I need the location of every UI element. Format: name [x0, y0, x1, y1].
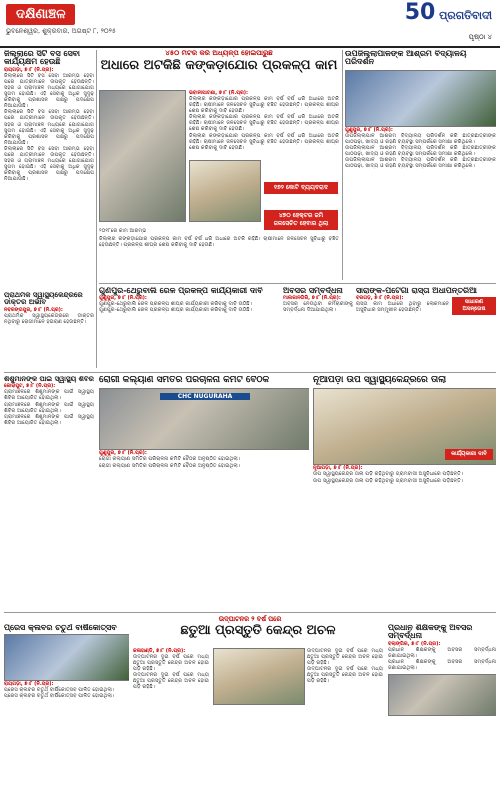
lead-body: ଜିଲ୍ଲାର କଙ୍କଡ଼ାଯୋର ପ୍ରକଳ୍ପ କାମ ବର୍ଷ ବର୍ଷ ଧରି ଅଧାରେ ଅଟକି ରହିଛି। ଚାଷୀମାନେ ଜଳସେଚନ ସୁବିଧାରୁ ବଞ୍ଚିତ ହେଉଛନ୍ତି। ପ୍ରକଳ୍ପ ଶୀଘ୍ର ଶେଷ କରିବାକୁ ଦାବି ହେଉଛି। [189, 96, 339, 115]
byline: ଗୁଣୁପୁର, ୭।୮ (ନି.ପ୍ର): [99, 450, 147, 457]
story-bottom-center [133, 624, 383, 784]
story-body-cont: ଜିଲ୍ଲାରେ ସିଟି ବସ ସେବା ଆରମ୍ଭ ହେବା ପରେ ଯାତ୍ରୀମାନେ ଉପକୃତ ହେଉଛନ୍ତି। ସହର ଓ ଗ୍ରାମାଞ୍ଚଳ ମଧ୍ୟରେ ଯୋଗାଯୋଗ ସୁଗମ ହୋଇଛି। ଏହି ସେବାକୁ ଅଧିକ ସୁଦୃଢ଼ କରିବାକୁ ପ୍ରଶାସନ ପକ୍ଷରୁ ପଦକ୍ଷେପ ନିଆଯାଉଛି। [4, 109, 94, 146]
headline: ଜିଲ୍ଲାରେ ସିଟି ବସ ସେବା କାର୍ଯ୍ୟକ୍ଷମ ହେଉଛି [4, 50, 80, 67]
lead-byline: ଭବାନୀପାଟଣା, ୭।୮ (ନି.ପ୍ର): [189, 90, 249, 96]
health-centre-photo [313, 388, 496, 465]
lead-body-cont: ଜିଲ୍ଲାର କଙ୍କଡ଼ାଯୋର ପ୍ରକଳ୍ପ କାମ ବର୍ଷ ବର୍ଷ ଧରି ଅଧାରେ ଅଟକି ରହିଛି। ଚାଷୀମାନେ ଜଳସେଚନ ସୁବିଧାରୁ ବଞ୍ଚିତ ହେଉଛନ୍ତି। ପ୍ରକଳ୍ପ ଶୀଘ୍ର ଶେଷ କରିବାକୁ ଦାବି ହେଉଛି। [189, 132, 339, 151]
headline: ଗୁଣପୁର-ଥେରୁବାଲି ରେଳ ପ୍ରକଳ୍ପ କାର୍ଯ୍ୟକାରୀ ଦାବି [99, 287, 263, 295]
masthead-rule [0, 46, 500, 48]
story-photo [345, 70, 496, 127]
story-photo [4, 634, 129, 681]
headline: ଶିଶୁମାନଙ୍କ ପାଇଁ ସ୍ୱାସ୍ଥ୍ୟ ଶିବିର [4, 376, 94, 383]
story-body-cont: ପ୍ରଧାନ ଶିକ୍ଷକଙ୍କୁ ଅବସର ସମ୍ବର୍ଦ୍ଧନା ଜଣାଯାଇଥିଲା। [388, 658, 496, 672]
headline: ରୋଗୀ କଲ୍ୟାଣ ସମିତିର ପରିଚାଳନା କମିଟି ବୈଠକ [99, 376, 270, 385]
story-bottom-left [4, 624, 129, 784]
byline: ବରଗଡ଼, ୭।୮ (ନି.ପ୍ର): [356, 295, 404, 302]
newspaper-logo [405, 2, 492, 24]
story-body-cont: ଗୁଣପୁର-ଥେରୁବାଲି ରେଳ ପ୍ରକଳ୍ପ ଶୀଘ୍ର କାର୍ଯ୍ୟକାରୀ କରିବାକୁ ଦାବି ଉଠିଛି। [99, 307, 252, 314]
story-right-1 [345, 50, 496, 280]
headline: ପ୍ରେସ କ୍ଲବର ଚତୁର୍ଥ ବାର୍ଷିକୋତ୍ସବ [4, 624, 117, 632]
lead-body-cont: ଜିଲ୍ଲାର କଙ୍କଡ଼ାଯୋର ପ୍ରକଳ୍ପ କାମ ବର୍ଷ ବର୍ଷ ଧରି ଅଧାରେ ଅଟକି ରହିଛି। ଚାଷୀମାନେ ଜଳସେଚନ ସୁବିଧାରୁ ବଞ୍ଚିତ ହେଉଛନ୍ତି। ପ୍ରକଳ୍ପ ଶୀଘ୍ର ଶେଷ କରିବାକୁ ଦାବି ହେଉଛି। [189, 114, 339, 133]
masthead [0, 0, 500, 46]
headline: ପ୍ରଧାନ ଶିକ୍ଷକଙ୍କୁ ଅବସର ସମ୍ବର୍ଦ୍ଧନା [388, 624, 473, 641]
byline: ନବରଙ୍ଗପୁର, ୭।୮ (ନି.ପ୍ର): [4, 306, 63, 313]
story-body-cont: ଉଦ୍‌ଘାଟନର ଦୁଇ ବର୍ଷ ପରେ ମଧ୍ୟ ଛତୁଆ ପ୍ରସ୍ତୁତି କେନ୍ଦ୍ର ଅଚଳ ହୋଇ ପଡ଼ି ରହିଛି। [307, 666, 383, 685]
story-center-2 [313, 376, 496, 606]
story-center-1 [99, 376, 309, 606]
column-divider [96, 50, 97, 368]
byline: ଗୁଣୁପୁର, ୭।୮ (ନି.ପ୍ର): [99, 295, 147, 302]
byline: ଗୁଣୁପୁର, ୭।୮ (ନି.ପ୍ର): [345, 126, 393, 133]
byline: ନୂଆପଡ଼ା, ୭।୮ (ନି.ପ୍ର): [313, 465, 363, 472]
story-body: ପ୍ରେସ କ୍ଲବର ଚତୁର୍ଥ ବାର୍ଷିକୋତ୍ସବ ପାଳିତ ହୋଇଥିଲା। [4, 687, 115, 694]
story-bottom-right [388, 624, 496, 784]
bottom-kicker: ଉଦ୍‌ଘାଟନର ୨ ବର୍ଷ ପରେ [218, 615, 282, 623]
headline: ଉପଜିଲ୍ଲାପାଳଙ୍କ ଆଶ୍ରମ ବିଦ୍ୟାଳୟ ପରିଦର୍ଶନ [345, 50, 467, 67]
lead-headline: ଅଧାରେ ଅଟକିଛି କଙ୍କଡ଼ାଯୋର ପ୍ରକଳ୍ପ କାମ [100, 58, 338, 74]
story-body-cont: ଜିଲ୍ଲାରେ ସିଟି ବସ ସେବା ଆରମ୍ଭ ହେବା ପରେ ଯାତ୍ରୀମାନେ ଉପକୃତ ହେଉଛନ୍ତି। ସହର ଓ ଗ୍ରାମାଞ୍ଚଳ ମଧ୍ୟରେ ଯୋଗାଯୋଗ ସୁଗମ ହୋଇଛି। ଏହି ସେବାକୁ ଅଧିକ ସୁଦୃଢ଼ କରିବାକୁ ପ୍ରଶାସନ ପକ୍ଷରୁ ପଦକ୍ଷେପ ନିଆଯାଉଛି। [4, 145, 94, 183]
story-body-cont: ଉପ ସ୍ୱାସ୍ଥ୍ୟକେନ୍ଦ୍ର ତାଲା ପଡ଼ି ରହିଥିବାରୁ ଗ୍ରାମବାସୀ ଅସୁବିଧାରେ ପଡ଼ିଛନ୍ତି। [313, 477, 464, 484]
row-divider [4, 372, 496, 373]
headline: ସାରାଙ୍କ-ପଟେଗା ରାସ୍ତା ଅଧାପନ୍ତରିଆ [356, 287, 477, 295]
lead-photo [99, 90, 186, 222]
row-divider [4, 612, 496, 613]
story-body: ଉଦ୍‌ଘାଟନର ଦୁଇ ବର୍ଷ ପରେ ମଧ୍ୟ ଛତୁଆ ପ୍ରସ୍ତୁତି କେନ୍ଦ୍ର ଅଚଳ ହୋଇ ପଡ଼ି ରହିଛି। [133, 654, 209, 673]
tag-box: କାର୍ଯ୍ୟକାରୀ ଦାବି [445, 449, 493, 460]
story-body: ଗୁଣପୁର-ଥେରୁବାଲି ରେଳ ପ୍ରକଳ୍ପ ଶୀଘ୍ର କାର୍ଯ୍ୟକାରୀ କରିବାକୁ ଦାବି ଉଠିଛି। [99, 301, 252, 308]
story-body: ଉପଜିଲ୍ଲାପାଳ ଆଶ୍ରମ ବିଦ୍ୟାଳୟ ପରିଦର୍ଶନ କରି ଛାତ୍ରଛାତ୍ରୀଙ୍କ ପାଠପଢ଼ା, ଖାଦ୍ୟ ଓ ରହଣି ବ୍ୟବସ୍ଥା ସମ୍ପର୍କରେ ସମୀକ୍ଷା କରିଥିଲେ। [345, 132, 496, 145]
tag-box: ସାଧାରଣ ଅସନ୍ତୋଷ [452, 297, 496, 315]
headline: ନୂଆପଡ଼ା ଉପ ସ୍ୱାସ୍ଥ୍ୟକେନ୍ଦ୍ରରେ ତାଲା [313, 376, 447, 385]
story-body: ରୋଗୀ କଲ୍ୟାଣ ସମିତିର ପରିଚାଳନା କମିଟି ବୈଠକ ଅନୁଷ୍ଠିତ ହୋଇଥିଲା। [99, 456, 241, 463]
column-divider [342, 50, 343, 280]
story-body: ଜିଲ୍ଲାରେ ସିଟି ବସ ସେବା ଆରମ୍ଭ ହେବା ପରେ ଯାତ୍ରୀମାନେ ଉପକୃତ ହେଉଛନ୍ତି। ସହର ଓ ଗ୍ରାମାଞ୍ଚଳ ମଧ୍ୟରେ ଯୋଗାଯୋଗ ସୁଗମ ହୋଇଛି। ଏହି ସେବାକୁ ଅଧିକ ସୁଦୃଢ଼ କରିବାକୁ ପ୍ରଶାସନ ପକ୍ଷରୁ ପଦକ୍ଷେପ ନିଆଯାଉଛି। [4, 72, 94, 110]
lead-fact-start: ୨୦୧୮ରେ କାମ ଆରମ୍ଭ [99, 228, 147, 234]
story-mid-1 [99, 287, 279, 369]
story-body: ରାସ୍ତା କାମ ଅଧାରେ ଥିବାରୁ ଲୋକମାନେ ଅସୁବିଧାର ସମ୍ମୁଖୀନ ହେଉଛନ୍ତି। [356, 301, 449, 314]
headline: ଛତୁଆ ପ୍ରସ୍ତୁତି କେନ୍ଦ୍ର ଅଚଳ [180, 624, 336, 638]
fact-box-budget: ୧୭୨ କୋଟି ବ୍ୟୟବରାଦ [264, 182, 338, 194]
lead-kicker: ୪୫୦ ମିଟର କରି ଅଧ୍ୟଳ୍ପ ହୋଇପାରୁଛି [165, 50, 273, 57]
lead-body-bottom: ଜିଲ୍ଲାର କଙ୍କଡ଼ାଯୋର ପ୍ରକଳ୍ପ କାମ ବର୍ଷ ବର୍ଷ ଧରି ଅଧାରେ ଅଟକି ରହିଛି। ଚାଷୀମାନେ ଜଳସେଚନ ସୁବିଧାରୁ ବଞ୍ଚିତ ହେଉଛନ୍ତି। ପ୍ରକଳ୍ପ ଶୀଘ୍ର ଶେଷ କରିବାକୁ ଦାବି ହେଉଛି। [99, 236, 339, 249]
fact-box-land: ୪୭୦ ହେକ୍ଟର ଜମି ଜଳସେଚିତ ହେବାର ଥିଲା [264, 210, 338, 230]
story-body: ପ୍ରଧାନ ଶିକ୍ଷକଙ୍କୁ ଅବସର ସମ୍ବର୍ଦ୍ଧନା ଜଣାଯାଇଥିଲା। [388, 646, 496, 659]
headline: ଅବସର ସମ୍ବର୍ଦ୍ଧନା [283, 287, 343, 295]
logo-number: 50 [404, 0, 436, 25]
story-left-2 [4, 292, 94, 372]
page-number: ପୃଷ୍ଠା ୪ [468, 33, 492, 41]
story-body-cont: ଉଦ୍‌ଘାଟନର ଦୁଇ ବର୍ଷ ପରେ ମଧ୍ୟ ଛତୁଆ ପ୍ରସ୍ତୁତି କେନ୍ଦ୍ର ଅଚଳ ହୋଇ ପଡ଼ି ରହିଛି। [307, 648, 383, 667]
section-title: ଦକ୍ଷିଣାଞ୍ଚଳ [6, 4, 75, 25]
byline: କଳାହାଣ୍ଡି, ୭।୮ (ନି.ପ୍ର): [133, 648, 186, 654]
lead-story [99, 50, 339, 285]
meeting-photo [99, 388, 309, 450]
story-body-cont: ଉପଜିଲ୍ଲାପାଳ ଆଶ୍ରମ ବିଦ୍ୟାଳୟ ପରିଦର୍ଶନ କରି ଛାତ୍ରଛାତ୍ରୀଙ୍କ ପାଠପଢ଼ା, ଖାଦ୍ୟ ଓ ରହଣି ବ୍ୟବସ୍ଥା ସମ୍ପର୍କରେ ସମୀକ୍ଷା କରିଥିଲେ। [345, 144, 496, 158]
byline: ବଲାଙ୍ଗିର, ୭।୮ (ନି.ପ୍ର): [388, 640, 441, 647]
story-body: ଅବସର ନେଉଥିବା କର୍ମଚାରୀଙ୍କୁ ସମ୍ବର୍ଦ୍ଧନା ଦିଆଯାଇଥିଲା। [283, 301, 353, 314]
story-left-1 [4, 50, 94, 290]
story-body-cont: ଗ୍ରାମାଞ୍ଚଳରେ ଶିଶୁମାନଙ୍କ ପାଇଁ ସ୍ୱାସ୍ଥ୍ୟ ଶିବିର ଆୟୋଜିତ ହୋଇଥିଲା। [4, 413, 94, 426]
date-line: ଭୁବନେଶ୍ୱର, ଶୁକ୍ରବାର, ଅଗଷ୍ଟ ୮, ୨୦୨୫ [6, 27, 116, 35]
logo-name: ପ୍ରଗତିବାଦୀ [439, 9, 492, 22]
story-body: ଉପ ସ୍ୱାସ୍ଥ୍ୟକେନ୍ଦ୍ର ତାଲା ପଡ଼ି ରହିଥିବାରୁ ଗ୍ରାମବାସୀ ଅସୁବିଧାରେ ପଡ଼ିଛନ୍ତି। [313, 471, 464, 478]
story-body: ଗ୍ରାମାଞ୍ଚଳରେ ଶିଶୁମାନଙ୍କ ପାଇଁ ସ୍ୱାସ୍ଥ୍ୟ ଶିବିର ଆୟୋଜିତ ହୋଇଥିଲା। [4, 389, 94, 402]
lead-photo-2 [189, 160, 261, 222]
story-photo [213, 648, 305, 705]
row-divider [99, 283, 496, 284]
story-body: ପ୍ରାଥମିକ ସ୍ୱାସ୍ଥ୍ୟକେନ୍ଦ୍ରରେ ଡାକ୍ତର ନଥିବାରୁ ରୋଗୀମାନେ ହଇରାଣ ହେଉଛନ୍ତି। [4, 312, 94, 325]
photo-banner: CHC NUGURAHA [160, 393, 250, 400]
headline: ପ୍ରାଥମିକ ସ୍ୱାସ୍ଥ୍ୟକେନ୍ଦ୍ରରେ ଡାକ୍ତର ଅଭାବ [4, 292, 83, 307]
story-body-cont: ଉପଜିଲ୍ଲାପାଳ ଆଶ୍ରମ ବିଦ୍ୟାଳୟ ପରିଦର୍ଶନ କରି ଛାତ୍ରଛାତ୍ରୀଙ୍କ ପାଠପଢ଼ା, ଖାଦ୍ୟ ଓ ରହଣି ବ୍ୟବସ୍ଥା ସମ୍ପର୍କରେ ସମୀକ୍ଷା କରିଥିଲେ। [345, 157, 496, 170]
story-left-3 [4, 376, 94, 606]
byline: କୋରାପୁଟ, ୭।୮ (ନି.ପ୍ର): [4, 383, 56, 390]
story-photo [388, 674, 496, 716]
story-body-cont: ଗ୍ରାମାଞ୍ଚଳରେ ଶିଶୁମାନଙ୍କ ପାଇଁ ସ୍ୱାସ୍ଥ୍ୟ ଶିବିର ଆୟୋଜିତ ହୋଇଥିଲା। [4, 401, 94, 414]
story-mid-2 [283, 287, 353, 369]
story-body-cont: ପ୍ରେସ କ୍ଲବର ଚତୁର୍ଥ ବାର୍ଷିକୋତ୍ସବ ପାଳିତ ହୋଇଥିଲା। [4, 693, 115, 700]
byline: ରାୟଗଡ଼ା, ୭।୮ (ନି.ପ୍ର): [4, 66, 54, 73]
byline: ରାୟଗଡ଼ା, ୭।୮ (ନି.ପ୍ର): [4, 681, 54, 688]
story-body-cont: ରୋଗୀ କଲ୍ୟାଣ ସମିତିର ପରିଚାଳନା କମିଟି ବୈଠକ ଅନୁଷ୍ଠିତ ହୋଇଥିଲା। [99, 462, 241, 469]
story-body-cont: ଉଦ୍‌ଘାଟନର ଦୁଇ ବର୍ଷ ପରେ ମଧ୍ୟ ଛତୁଆ ପ୍ରସ୍ତୁତି କେନ୍ଦ୍ର ଅଚଳ ହୋଇ ପଡ଼ି ରହିଛି। [133, 672, 209, 691]
byline: ମାଲକାନଗିରି, ୭।୮ (ନି.ପ୍ର): [283, 295, 341, 302]
story-right-2 [356, 287, 496, 369]
